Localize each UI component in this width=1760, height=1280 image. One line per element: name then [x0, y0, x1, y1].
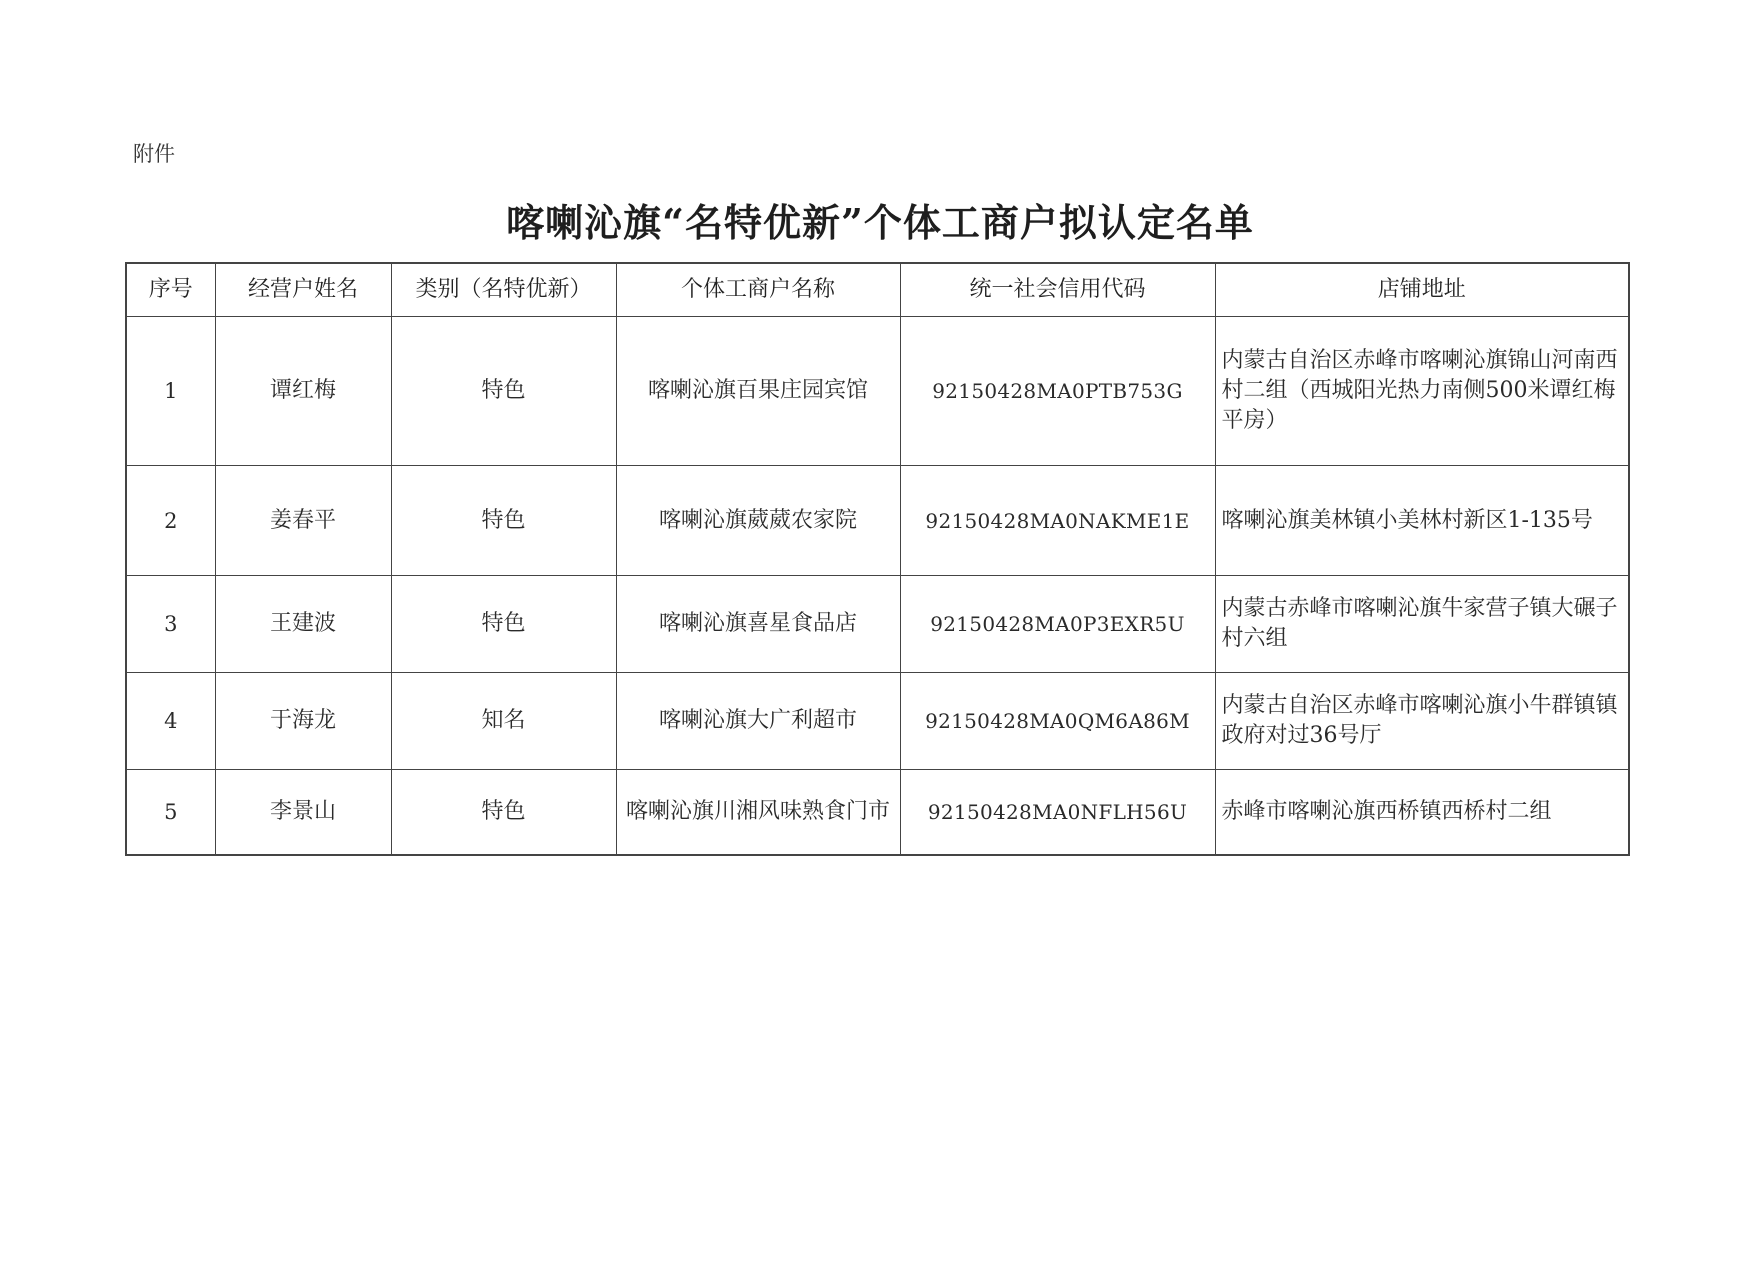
cell-category: 特色 — [391, 770, 616, 855]
cell-credit-code: 92150428MA0P3EXR5U — [900, 576, 1215, 673]
column-header-category: 类别（名特优新） — [391, 263, 616, 317]
table-row — [126, 317, 1629, 466]
column-header-seq: 序号 — [126, 263, 215, 317]
column-header-credit-code: 统一社会信用代码 — [900, 263, 1215, 317]
cell-business-name: 喀喇沁旗百果庄园宾馆 — [616, 317, 900, 466]
cell-owner: 谭红梅 — [215, 317, 391, 466]
cell-business-name: 喀喇沁旗喜星食品店 — [616, 576, 900, 673]
cell-seq: 4 — [126, 673, 215, 770]
cell-business-name: 喀喇沁旗大广利超市 — [616, 673, 900, 770]
cell-credit-code: 92150428MA0NAKME1E — [900, 466, 1215, 576]
cell-seq: 3 — [126, 576, 215, 673]
cell-seq: 1 — [126, 317, 215, 466]
table-row — [126, 466, 1629, 576]
cell-category: 知名 — [391, 673, 616, 770]
cell-seq: 2 — [126, 466, 215, 576]
cell-address: 内蒙古赤峰市喀喇沁旗牛家营子镇大碾子村六组 — [1215, 576, 1629, 673]
cell-credit-code: 92150428MA0PTB753G — [900, 317, 1215, 466]
cell-seq: 5 — [126, 770, 215, 855]
cell-category: 特色 — [391, 576, 616, 673]
cell-category: 特色 — [391, 466, 616, 576]
column-header-business-name: 个体工商户名称 — [616, 263, 900, 317]
cell-owner: 于海龙 — [215, 673, 391, 770]
column-header-address: 店铺地址 — [1215, 263, 1629, 317]
table-header-row — [126, 263, 1629, 317]
cell-owner: 李景山 — [215, 770, 391, 855]
cell-business-name: 喀喇沁旗川湘风味熟食门市 — [616, 770, 900, 855]
cell-address: 内蒙古自治区赤峰市喀喇沁旗锦山河南西村二组（西城阳光热力南侧500米谭红梅平房） — [1215, 317, 1629, 466]
table-row — [126, 770, 1629, 855]
cell-address: 赤峰市喀喇沁旗西桥镇西桥村二组 — [1215, 770, 1629, 855]
column-header-owner: 经营户姓名 — [215, 263, 391, 317]
cell-credit-code: 92150428MA0QM6A86M — [900, 673, 1215, 770]
cell-credit-code: 92150428MA0NFLH56U — [900, 770, 1215, 855]
cell-business-name: 喀喇沁旗葳葳农家院 — [616, 466, 900, 576]
cell-owner: 王建波 — [215, 576, 391, 673]
page-title: 喀喇沁旗“名特优新”个体工商户拟认定名单 — [506, 200, 1254, 245]
merchant-table — [125, 262, 1630, 856]
cell-address: 喀喇沁旗美林镇小美林村新区1-135号 — [1215, 466, 1629, 576]
table-row — [126, 576, 1629, 673]
table-row — [126, 673, 1629, 770]
cell-category: 特色 — [391, 317, 616, 466]
cell-owner: 姜春平 — [215, 466, 391, 576]
cell-address: 内蒙古自治区赤峰市喀喇沁旗小牛群镇镇政府对过36号厅 — [1215, 673, 1629, 770]
attachment-label: 附件 — [133, 142, 175, 166]
